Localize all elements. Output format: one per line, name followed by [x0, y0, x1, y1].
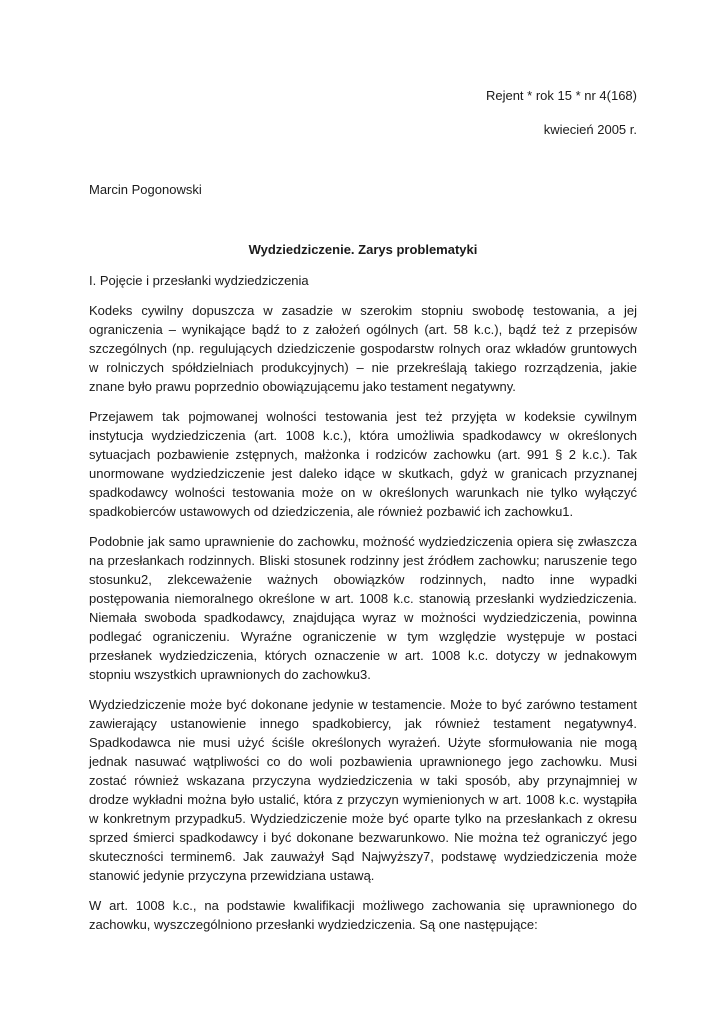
section-heading: I. Pojęcie i przesłanki wydziedziczenia — [89, 273, 309, 288]
page-content — [89, 86, 637, 945]
paragraph-3: Podobnie jak samo uprawnienie do zachowku, możność wydziedziczenia opiera się zwłaszcza na przesłankach rodzinnych. Bliski stosunek rodzinny jest źródłem zachowku; naruszenie tego stosunku2, zlekceważenie ważnych obowiązków rodzinnych, nadto inne wypadki postępowania niemoralnego określone w art. 1008 k.c. stanowią przesłanki wydziedziczenia. Niemała swoboda spadkodawcy, znajdująca wyraz w możności wydziedziczenia, powinna podlegać ograniczeniu. Wyraźne ograniczenie w tym względzie występuje w postaci przesłanek wydziedziczenia, których oznaczenie w art. 1008 k.c. dotyczy w jednakowym stopniu wszystkich uprawnionych do zachowku3. — [89, 534, 637, 682]
journal-reference: Rejent * rok 15 * nr 4(168) — [485, 88, 637, 103]
paragraph-5: W art. 1008 k.c., na podstawie kwalifikacji możliwego zachowania się uprawnionego do zachowku, wyszczególniono przesłanki wydziedziczenia. Są one następujące: — [89, 898, 637, 932]
author-name: Marcin Pogonowski — [89, 182, 202, 197]
paragraph-2: Przejawem tak pojmowanej wolności testowania jest też przyjęta w kodeksie cywilnym instytucja wydziedziczenia (art. 1008 k.c.), która umożliwia spadkodawcy w określonych sytuacjach pozbawienie zstępnych, małżonka i rodziców zachowku (art. 991 § 2 k.c.). Tak unormowane wydziedziczenie jest daleko idące w skutkach, gdyż w granicach przyznanej spadkodawcy wolności testowania może on w określonych warunkach nie tylko wyłączyć spadkobierców ustawowych od dziedziczenia, ale również pozbawić ich zachowku1. — [89, 409, 637, 519]
publication-date: kwiecień 2005 r. — [543, 122, 637, 137]
article-title: Wydziedziczenie. Zarys problematyki — [248, 242, 478, 257]
paragraph-1: Kodeks cywilny dopuszcza w zasadzie w szerokim stopniu swobodę testowania, a jej ograniczenia – wynikające bądź to z założeń ogólnych (art. 58 k.c.), bądź też z przepisów szczególnych (np. regulujących dziedziczenie gospodarstw rolnych oraz wkładów gruntowych w rolniczych spółdzielniach produkcyjnych) – nie przekreślają takiego rozrządzenia, jakie znane było prawu poprzednio obowiązującemu jako testament negatywny. — [89, 303, 637, 394]
paragraph-4: Wydziedziczenie może być dokonane jedynie w testamencie. Może to być zarówno testament zawierający ustanowienie innego spadkobiercy, jak również testament negatywny4. Spadkodawca nie musi użyć ściśle określonych wyrażeń. Użyte sformułowania nie mogą jednak nasuwać wątpliwości co do woli pozbawienia uprawnionego jego zachowku. Musi zostać również wskazana przyczyna wydziedziczenia w taki sposób, aby przynajmniej w drodze wykładni można było ustalić, która z przyczyn wymienionych w art. 1008 k.c. wystąpiła w konkretnym przypadku5. Wydziedziczenie może być oparte tylko na przesłankach z okresu sprzed śmierci spadkodawcy i być dokonane bezwarunkowo. Nie można też ograniczyć jego skuteczności terminem6. Jak zauważył Sąd Najwyższy7, podstawę wydziedziczenia może stanowić jedynie przyczyna przewidziana ustawą. — [89, 697, 637, 883]
